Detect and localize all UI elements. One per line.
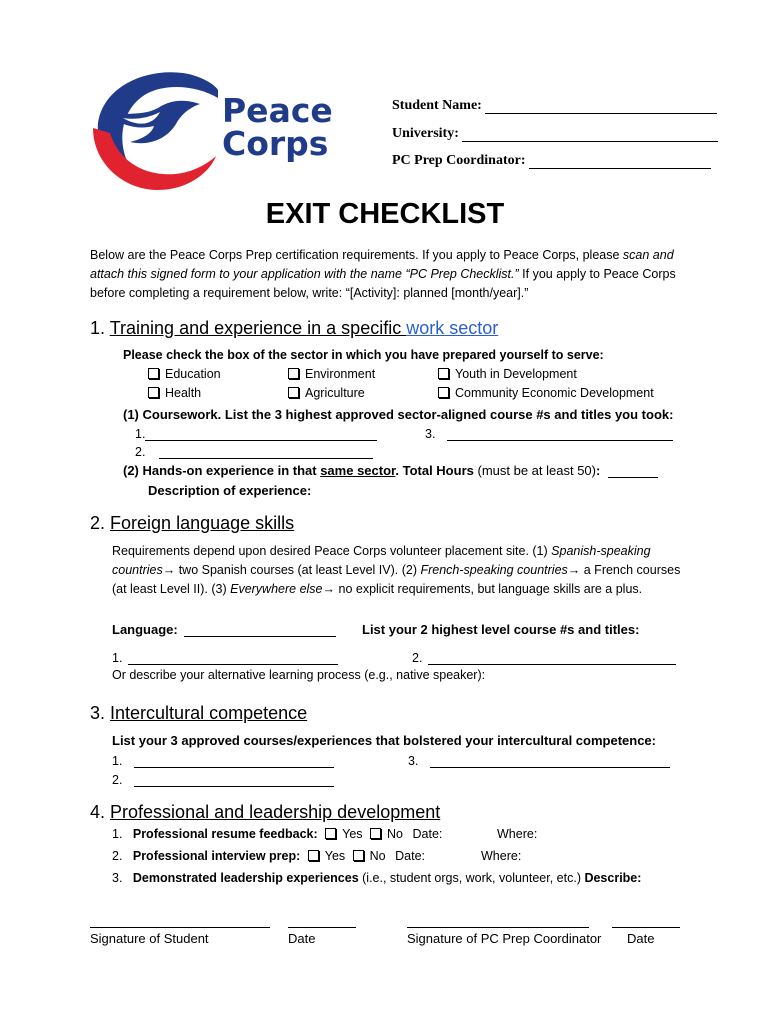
interview-prep-row: 2. Professional interview prep: Yes No Date: <box>112 849 426 863</box>
section-4-heading: 4. Professional and leadership development <box>90 802 441 822</box>
intercultural-prompt: List your 3 approved courses/experiences that bolstered your intercultural competence: <box>112 733 656 748</box>
language-courses-prompt: List your 2 highest level course #s and titles: <box>362 622 640 637</box>
coordinator-date-line[interactable] <box>612 926 680 928</box>
hands-on-prompt: (2) Hands-on experience in that same sector. Total Hours (must be at least 50): <box>123 463 658 478</box>
sector-checkbox-education[interactable]: Education <box>148 367 221 381</box>
logo-line1: Peace <box>222 91 333 130</box>
resume-yes-checkbox[interactable]: Yes <box>321 827 362 841</box>
interview-no-checkbox[interactable]: No <box>349 849 386 863</box>
intercultural-1-field[interactable]: 1. <box>112 753 334 768</box>
total-hours-field[interactable] <box>608 463 658 478</box>
sector-checkbox-health[interactable]: Health <box>148 386 201 400</box>
student-date-line[interactable] <box>288 926 356 928</box>
interview-yes-checkbox[interactable]: Yes <box>304 849 345 863</box>
coordinator-signature-label: Signature of PC Prep Coordinator <box>407 931 602 946</box>
language-requirements: Requirements depend upon desired Peace Corps volunteer placement site. (1) Spanish-speaking countries→ two Spanish courses (at least Level IV). (2) French-speaking countries→ a French courses (at least Level II). (3) Everywhere else→ no explicit requirements, but language skills are a plus. <box>112 544 681 596</box>
intercultural-2-field[interactable]: 2. <box>112 772 334 787</box>
language-field[interactable]: Language: <box>112 622 336 637</box>
course-3-field[interactable]: 3. <box>425 426 673 441</box>
student-date-label: Date <box>288 931 316 946</box>
resume-feedback-row: 1. Professional resume feedback: Yes No Date: <box>112 827 443 841</box>
course-2-field[interactable]: 2. <box>135 444 373 459</box>
section-1-heading: 1. Training and experience in a specific work sector <box>90 318 499 338</box>
university-field[interactable]: University: <box>392 126 718 142</box>
language-course-1-field[interactable]: 1. <box>112 650 338 665</box>
sector-checkbox-agriculture[interactable]: Agriculture <box>288 386 365 400</box>
coordinator-date-label: Date <box>627 931 655 946</box>
dove-flag-icon <box>88 68 218 194</box>
language-course-2-field[interactable]: 2. <box>412 650 676 665</box>
page-title: EXIT CHECKLIST <box>265 198 505 230</box>
sector-checkbox-environment[interactable]: Environment <box>288 367 375 381</box>
sector-checkbox-community[interactable]: Community Economic Development <box>438 386 654 400</box>
intercultural-3-field[interactable]: 3. <box>408 753 670 768</box>
interview-where-label: Where: <box>481 849 522 863</box>
sector-checkbox-youth[interactable]: Youth in Development <box>438 367 577 381</box>
student-signature-line[interactable] <box>90 926 270 928</box>
alternative-learning-prompt: Or describe your alternative learning process (e.g., native speaker): <box>112 668 486 682</box>
peace-corps-logo <box>88 68 338 194</box>
leadership-row: 3. Demonstrated leadership experiences (i.e., student orgs, work, volunteer, etc.) Describe: <box>112 871 642 885</box>
intro-paragraph: Below are the Peace Corps Prep certification requirements. If you apply to Peace Corps, please scan and attach this signed form to your application with the name “PC Prep Checklist.” If you apply to Peace Corps before completing a requirement below, write: “[Activity]: planned [month/year].” <box>90 248 676 300</box>
logo-line2: Corps <box>222 124 329 163</box>
student-name-field[interactable]: Student Name: <box>392 98 717 114</box>
coordinator-signature-line[interactable] <box>407 926 589 928</box>
section-2-heading: 2. Foreign language skills <box>90 513 295 533</box>
sector-prompt: Please check the box of the sector in which you have prepared yourself to serve: <box>123 348 604 362</box>
coordinator-field[interactable]: PC Prep Coordinator: <box>392 153 711 169</box>
coursework-prompt: (1) Coursework. List the 3 highest approved sector-aligned course #s and titles you took: <box>123 407 674 422</box>
resume-no-checkbox[interactable]: No <box>366 827 403 841</box>
section-3-heading: 3. Intercultural competence <box>90 703 308 723</box>
description-label: Description of experience: <box>148 483 312 498</box>
course-1-field[interactable]: 1. <box>135 426 377 441</box>
resume-where-label: Where: <box>497 827 538 841</box>
work-sector-link[interactable]: work sector <box>406 318 499 338</box>
student-signature-label: Signature of Student <box>90 931 209 946</box>
